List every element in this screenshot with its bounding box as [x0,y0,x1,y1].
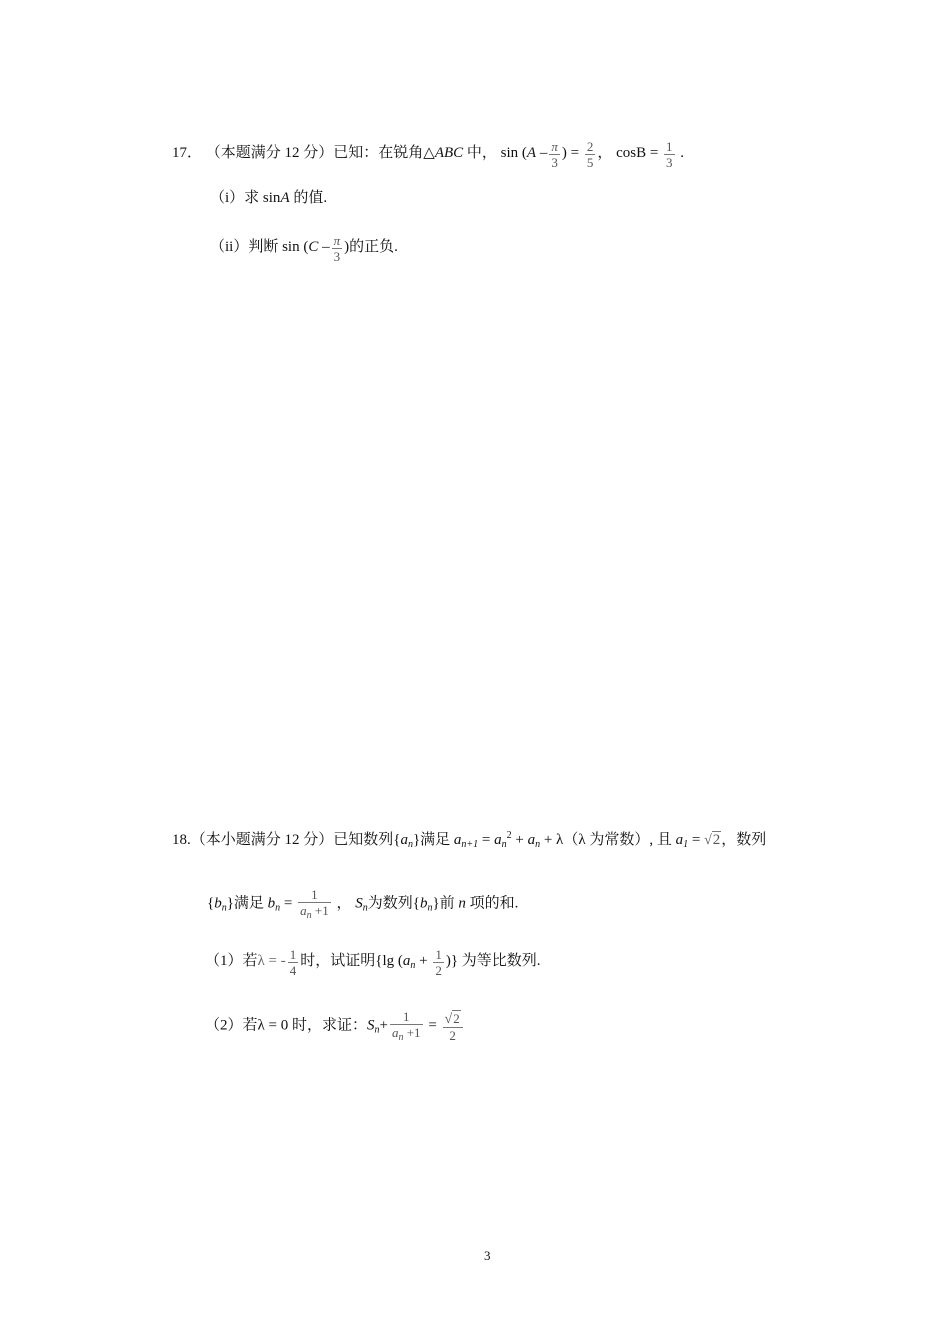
q17-part-ii: （ii）判断 sin (C – $\frac{\pi}{3}$ )的正负. [210,233,398,264]
sin-expression: sin (A – $\frac{\pi}{3}$ ) = $\frac{2}{5}$ [500,139,594,170]
q17-statement: 17． （本题满分 12 分）已知：在锐角△ABC 中， sin (A – $\frac{\pi}{3}$ ) = $\frac{2}{5}$ ， cosB = $\frac{1}{3}$ . [172,139,685,170]
fraction-1-over-3: $\frac{1}{3}$ [666,139,673,170]
sqrt-2: √2 [704,832,721,848]
fraction-1-over-2: $\frac{1}{2}$ [435,947,442,978]
q17-part-i: （i）求 sinA 的值. [210,190,328,206]
fraction-1-over-an-plus-1: $\frac{1}{a_n +1}$ [391,1009,421,1043]
q18-statement: 18.（本小题满分 12 分）已知数列$\{a_n\}$满足 $a_{n+1} = a_n^2 + a_n + \lambda(\lambda$ 为常数）, 且 $a_1 = √2$，数列 [172,830,767,850]
fraction-sqrt2-over-2: $\frac{√2}{2}$ [443,1011,463,1043]
q17-number: 17． [172,144,203,161]
fraction-1-over-4: $\frac{1}{4}$ [289,947,297,978]
page-number: 3 [484,1248,491,1263]
q18-number: 18. [172,832,191,848]
fraction-pi-over-3: $\frac{\pi}{3}$ [333,233,341,264]
q18-bn-definition: $\{b_n\}$满足 $b_n$ = $\frac{1}{a_n +1}$ ， $S_n$为数列$\{b_n\}$前 n 项的和. [207,887,519,921]
fraction-pi-over-3: $\frac{\pi}{3}$ [551,139,558,170]
q18-part-2: （2）若λ = 0 时，求证：$S_n+$ $\frac{1}{a_n +1}$ = $\frac{√2}{2}$ [205,1008,465,1044]
fraction-1-over-an-plus-1: $\frac{1}{a_n +1}$ [300,887,329,921]
q18-part-1: （1）若λ = - $\frac{1}{4}$ 时，试证明{lg ($a_n$ + $\frac{1}{2}$ )} 为等比数列. [205,947,541,978]
fraction-2-over-5: $\frac{2}{5}$ [586,139,594,170]
